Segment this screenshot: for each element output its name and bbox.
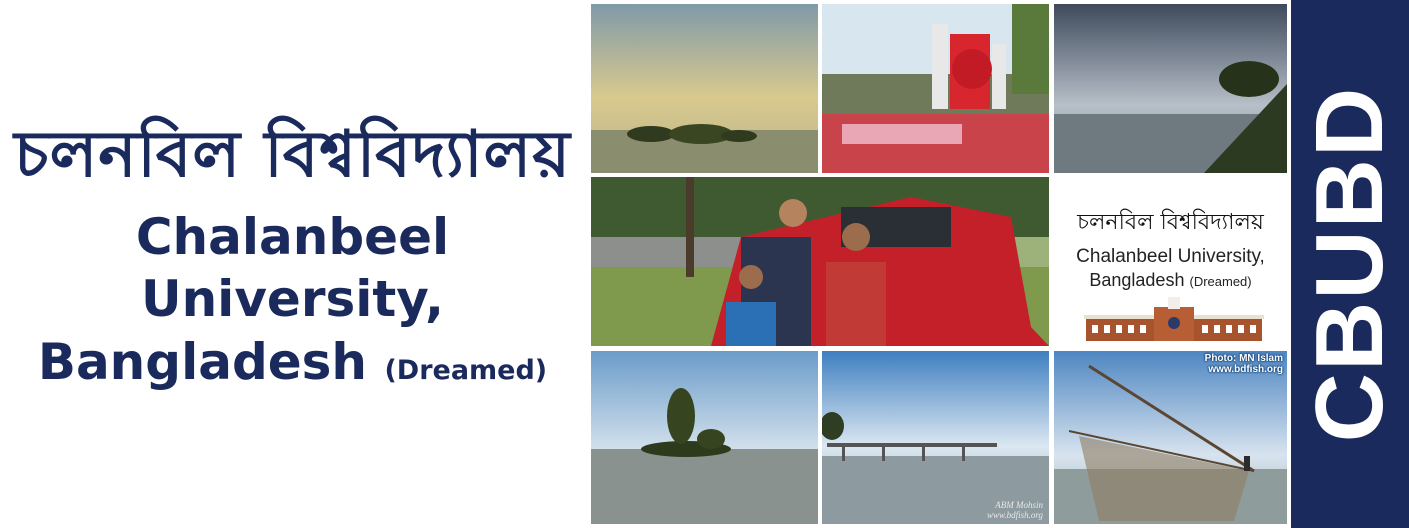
photo-bridge-river <box>822 351 1049 524</box>
photo-credit-line2: www.bdfish.org <box>1208 364 1283 375</box>
logo-english-line1: Chalanbeel University, <box>1076 246 1265 267</box>
brand-acronym: CBUBD <box>1296 85 1403 443</box>
photo-monument-flowers <box>822 4 1049 173</box>
logo-bengali: চলনবিল বিশ্ববিদ্যালয় <box>1077 210 1264 235</box>
bridge-credit-line2: www.bdfish.org <box>986 510 1043 520</box>
photo-fishing-net <box>1054 351 1287 524</box>
title-bengali: চলনবিল বিশ্ববিদ্যালয় <box>14 118 571 192</box>
university-building-icon <box>1084 295 1264 343</box>
photo-credit <box>1205 353 1283 375</box>
photo-cloudy-river <box>1054 4 1287 173</box>
logo-tile <box>1054 177 1287 346</box>
title-english-note: (Dreamed) <box>384 355 548 386</box>
logo-english-line2-wrap <box>1054 270 1287 291</box>
photo-credit-line1: Photo: MN Islam <box>1204 353 1283 364</box>
photo-island-trees <box>591 351 818 524</box>
bridge-photo-credit <box>987 500 1043 520</box>
brand-strip <box>1291 0 1409 528</box>
title-english-line1: Chalanbeel University, <box>135 208 450 328</box>
photo-family-car <box>591 177 1049 346</box>
logo-english-line2: Bangladesh <box>1089 270 1185 290</box>
title-english-line2: Bangladesh <box>37 333 368 391</box>
logo-english-note: (Dreamed) <box>1189 274 1252 289</box>
title-block <box>0 110 585 403</box>
title-english-line2-wrap <box>0 330 585 403</box>
photo-lake-islands-sunset <box>591 4 818 173</box>
bridge-credit-line1: ABM Mohsin <box>995 500 1043 510</box>
